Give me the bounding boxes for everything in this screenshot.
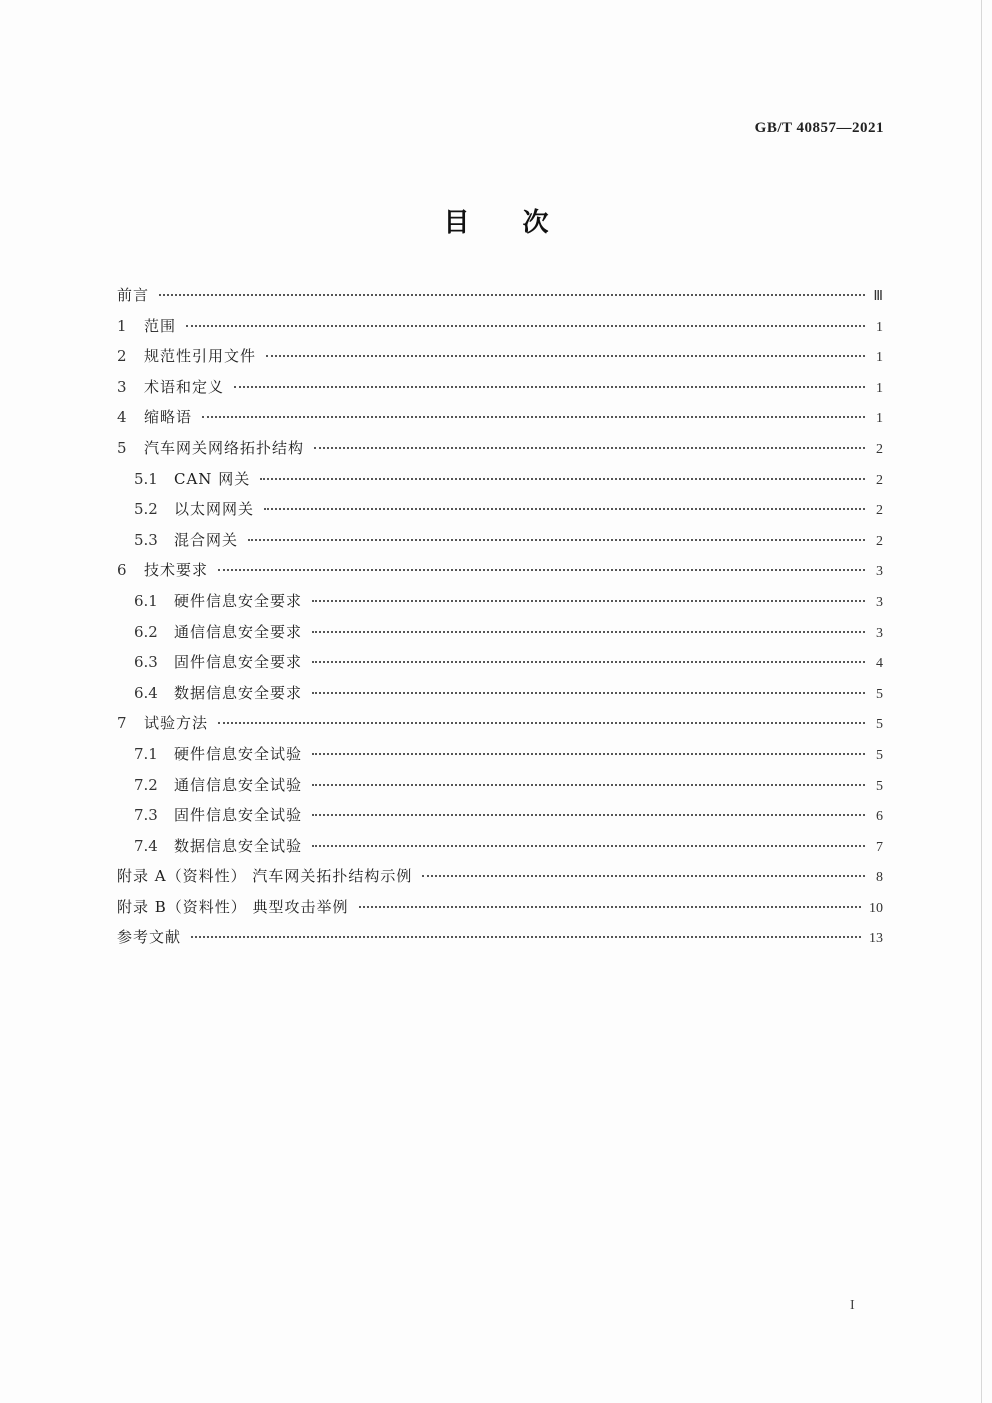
toc-entry-number: 2	[117, 347, 127, 366]
toc-entry-page: 2	[876, 441, 883, 457]
toc-entry	[117, 804, 883, 835]
toc-entry	[117, 284, 883, 315]
toc-entry-label: 范围	[144, 316, 177, 335]
toc-entry-label: 固件信息安全试验	[174, 806, 303, 825]
toc-entry-number: 7	[117, 714, 127, 733]
toc-entry-page: 10	[869, 900, 883, 916]
toc-entry-label: 通信信息安全试验	[174, 775, 303, 794]
toc-entry	[117, 682, 883, 713]
toc-entry-label: 试验方法	[144, 714, 209, 733]
toc-entry-label: 前言	[117, 286, 150, 304]
toc-leader-dots	[191, 936, 861, 938]
toc-leader-dots	[359, 906, 861, 908]
toc-leader-dots	[312, 661, 865, 663]
toc-entry	[117, 498, 883, 529]
toc-entry-number: 7.2	[134, 775, 158, 794]
toc-entry-page: 6	[876, 809, 883, 825]
table-of-contents	[117, 284, 883, 957]
toc-leader-dots	[202, 416, 865, 418]
toc-entry-label: 附录 B（资料性） 典型攻击举例	[117, 897, 349, 916]
toc-entry-label: 硬件信息安全试验	[174, 744, 303, 763]
toc-entry-page: 3	[876, 625, 883, 641]
toc-entry-page: 1	[876, 411, 883, 427]
toc-leader-dots	[186, 325, 865, 327]
toc-entry-number: 6.3	[134, 653, 158, 672]
toc-entry-page: 1	[876, 319, 883, 335]
toc-entry	[117, 896, 883, 927]
toc-entry-label: 术语和定义	[144, 377, 225, 396]
toc-entry-page: 7	[876, 839, 883, 855]
toc-entry-page: 5	[876, 747, 883, 763]
toc-entry	[117, 651, 883, 682]
toc-entry	[117, 529, 883, 560]
toc-entry-page: Ⅲ	[873, 289, 883, 304]
toc-leader-dots	[312, 600, 865, 602]
toc-entry-number: 3	[117, 377, 127, 396]
toc-entry-label: 数据信息安全要求	[174, 683, 303, 702]
toc-entry-number: 6.4	[134, 683, 158, 702]
toc-entry-page: 5	[876, 717, 883, 733]
toc-leader-dots	[312, 631, 865, 633]
toc-leader-dots	[312, 814, 865, 816]
toc-entry	[117, 712, 883, 743]
toc-entry-number: 5.3	[134, 530, 158, 549]
toc-entry-label: 技术要求	[144, 561, 209, 580]
toc-leader-dots	[218, 569, 865, 571]
toc-entry-page: 2	[876, 533, 883, 549]
toc-leader-dots	[312, 845, 865, 847]
toc-entry-number: 5.2	[134, 500, 158, 519]
toc-leader-dots	[234, 386, 865, 388]
toc-entry	[117, 468, 883, 499]
toc-entry-page: 4	[876, 656, 883, 672]
toc-entry-page: 5	[876, 778, 883, 794]
toc-entry	[117, 926, 883, 957]
toc-leader-dots	[159, 294, 865, 296]
toc-entry-label: 通信信息安全要求	[174, 622, 303, 641]
toc-entry-number: 7.1	[134, 744, 158, 763]
toc-entry-page: 3	[876, 594, 883, 610]
toc-entry-page: 8	[876, 870, 883, 886]
toc-entry-label: 附录 A（资料性） 汽车网关拓扑结构示例	[117, 867, 413, 886]
toc-entry-label: CAN 网关	[174, 469, 251, 488]
toc-entry	[117, 743, 883, 774]
toc-entry	[117, 774, 883, 805]
toc-entry-page: 2	[876, 472, 883, 488]
toc-entry-number: 1	[117, 316, 127, 335]
toc-entry	[117, 559, 883, 590]
toc-leader-dots	[312, 784, 865, 786]
toc-entry-page: 13	[869, 931, 883, 947]
toc-entry-page: 1	[876, 380, 883, 396]
toc-entry	[117, 376, 883, 407]
toc-leader-dots	[264, 508, 865, 510]
toc-entry-label: 缩略语	[144, 408, 193, 427]
toc-entry	[117, 406, 883, 437]
toc-entry	[117, 835, 883, 866]
toc-entry-page: 3	[876, 564, 883, 580]
toc-leader-dots	[314, 447, 865, 449]
toc-entry-label: 混合网关	[174, 530, 239, 549]
toc-leader-dots	[312, 753, 865, 755]
toc-entry-page: 2	[876, 503, 883, 519]
toc-leader-dots	[422, 875, 865, 877]
toc-leader-dots	[260, 478, 865, 480]
toc-entry-number: 6	[117, 561, 127, 580]
toc-entry	[117, 590, 883, 621]
toc-entry-label: 汽车网关网络拓扑结构	[144, 438, 305, 457]
toc-entry-page: 1	[876, 350, 883, 366]
toc-entry-number: 5.1	[134, 469, 158, 488]
toc-entry-page: 5	[876, 686, 883, 702]
toc-entry-number: 7.3	[134, 806, 158, 825]
standard-code: GB/T 40857—2021	[754, 120, 884, 136]
toc-entry-number: 6.1	[134, 591, 158, 610]
toc-entry	[117, 621, 883, 652]
toc-entry-number: 7.4	[134, 836, 158, 855]
toc-entry	[117, 437, 883, 468]
toc-entry-label: 硬件信息安全要求	[174, 591, 303, 610]
toc-entry-label: 数据信息安全试验	[174, 836, 303, 855]
toc-entry-label: 以太网网关	[174, 500, 255, 519]
page-title: 目 次	[443, 208, 549, 238]
toc-leader-dots	[218, 722, 865, 724]
toc-leader-dots	[312, 692, 865, 694]
toc-leader-dots	[266, 355, 865, 357]
toc-entry-label: 固件信息安全要求	[174, 653, 303, 672]
toc-entry-number: 4	[117, 408, 127, 427]
toc-entry-label: 参考文献	[117, 928, 182, 947]
toc-leader-dots	[248, 539, 865, 541]
footer-page-number: I	[850, 1298, 855, 1313]
toc-entry-number: 5	[117, 438, 127, 457]
toc-entry-label: 规范性引用文件	[144, 347, 257, 366]
toc-entry	[117, 345, 883, 376]
toc-entry-number: 6.2	[134, 622, 158, 641]
toc-entry	[117, 865, 883, 896]
toc-entry	[117, 315, 883, 346]
